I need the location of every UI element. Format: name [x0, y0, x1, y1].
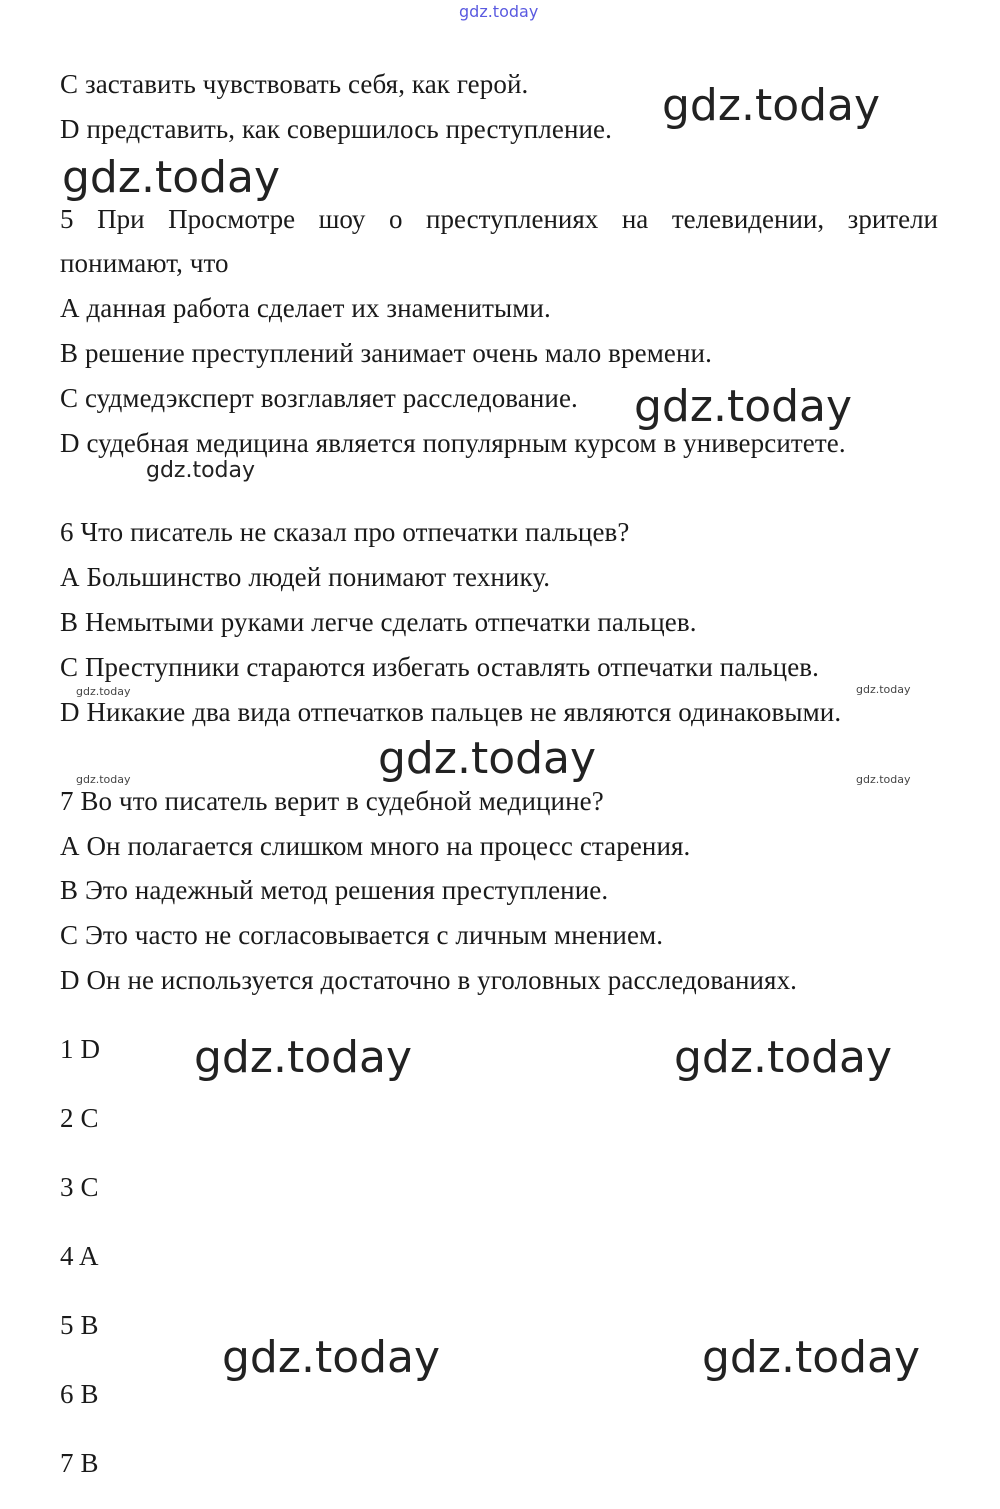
q6-option-b: В Немытыми руками легче сделать отпечатки пальцев. [60, 607, 697, 637]
q6-option-c: С Преступники стараются избегать оставлять отпечатки пальцев. [60, 652, 819, 682]
watermark: gdz.today [856, 683, 911, 696]
answer-5: 5 B [60, 1310, 99, 1340]
q7-option-b: В Это надежный метод решения преступление. [60, 875, 609, 905]
answer-3: 3 C [60, 1172, 99, 1202]
watermark: gdz.today [194, 1032, 413, 1083]
q7-option-a: А Он полагается слишком много на процесс старения. [60, 831, 691, 861]
q4-option-d: D представить, как совершилось преступление. [60, 114, 612, 144]
q6-option-d: D Никакие два вида отпечатков пальцев не являются одинаковыми. [60, 697, 842, 727]
q5-option-a: А данная работа сделает их знаменитыми. [60, 293, 551, 323]
q6-option-a: А Большинство людей понимают технику. [60, 562, 551, 592]
watermark: gdz.today [662, 80, 881, 131]
watermark: gdz.today [634, 381, 853, 432]
watermark: gdz.today [702, 1332, 921, 1383]
q7-option-c: С Это часто не согласовывается с личным мнением. [60, 920, 664, 950]
watermark: gdz.today [378, 733, 597, 784]
watermark: gdz.today [146, 458, 256, 483]
watermark: gdz.today [62, 152, 281, 203]
answer-7: 7 B [60, 1448, 99, 1478]
q7-option-d: D Он не используется достаточно в уголовных расследованиях. [60, 965, 798, 995]
q4-option-c: C заставить чувствовать себя, как герой. [60, 69, 529, 99]
watermark-top: gdz.today [459, 2, 539, 21]
watermark: gdz.today [222, 1332, 441, 1383]
q5-option-b: В решение преступлений занимает очень мало времени. [60, 338, 712, 368]
q5-stem-line-1: 5 При Просмотре шоу о преступлениях на телевидении, зрители [60, 204, 938, 234]
q5-option-c: С судмедэксперт возглавляет расследование. [60, 383, 578, 413]
answer-6: 6 B [60, 1379, 99, 1409]
watermark: gdz.today [674, 1032, 893, 1083]
watermark: gdz.today [76, 773, 131, 786]
watermark: gdz.today [856, 773, 911, 786]
q5-stem-line-2: понимают, что [60, 248, 229, 278]
answer-2: 2 C [60, 1103, 99, 1133]
answer-4: 4 A [60, 1241, 99, 1271]
watermark: gdz.today [76, 685, 131, 698]
q7-stem: 7 Во что писатель верит в судебной медицине? [60, 786, 604, 816]
q6-stem: 6 Что писатель не сказал про отпечатки пальцев? [60, 517, 630, 547]
answer-1: 1 D [60, 1034, 101, 1064]
q5-option-d: D судебная медицина является популярным курсом в университете. [60, 428, 846, 458]
